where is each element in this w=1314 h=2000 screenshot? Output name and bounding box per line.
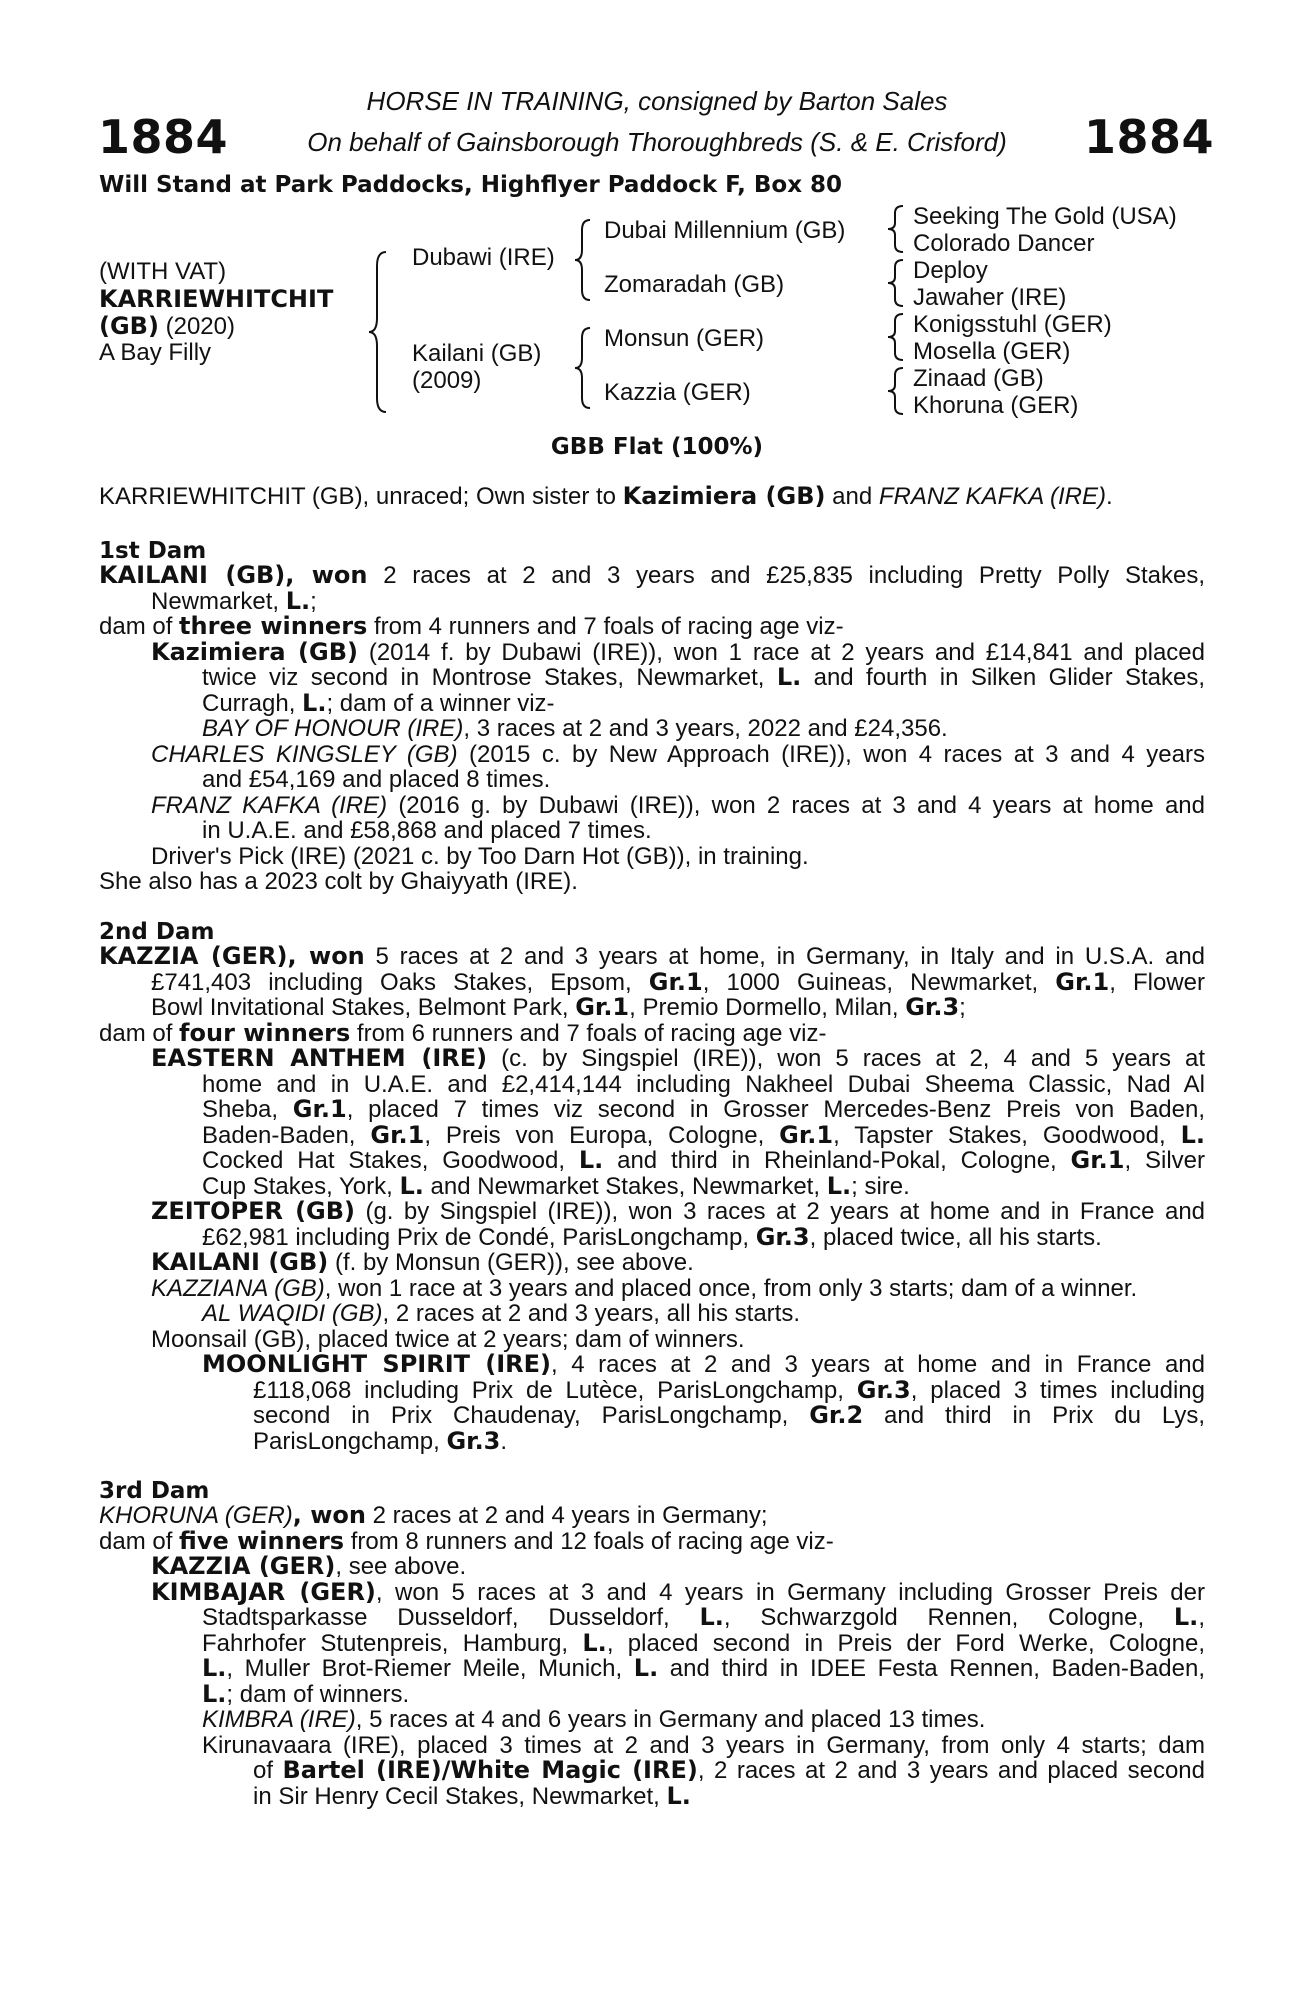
consignor-line: HORSE IN TRAINING, consigned by Barton Sales — [366, 86, 948, 116]
kimbajar-2: Stadtsparkasse Dusseldorf, Dusseldorf, L., Schwarzgold Rennen, Cologne, L., — [202, 1603, 1205, 1631]
moonsail-entry: Moonsail (GB), placed twice at 2 years; dam of winners. — [151, 1326, 745, 1353]
brace-dam — [572, 326, 594, 410]
stand-location: Will Stand at Park Paddocks, Highflyer Paddock F, Box 80 — [99, 172, 843, 198]
sire: Dubawi (IRE) — [412, 244, 555, 271]
gbb-rating: GBB Flat (100%) — [550, 434, 764, 460]
third-dam-record: KHORUNA (GER), won 2 races at 2 and 4 years in Germany; — [99, 1501, 768, 1529]
horse-country: (GB) — [99, 312, 159, 340]
franz-kafka-2: in U.A.E. and £58,868 and placed 7 times. — [202, 817, 652, 844]
g3-deploy: Deploy — [913, 257, 988, 284]
eastern-anthem-6: Cup Stakes, York, L. and Newmarket Stakes, Newmarket, L.; sire. — [202, 1172, 910, 1200]
sire-sire: Dubai Millennium (GB) — [604, 217, 846, 244]
kimbajar-3: Fahrhofer Stutenpreis, Hamburg, L., placed second in Preis der Ford Werke, Cologne, — [202, 1629, 1205, 1657]
g3-khoruna: Khoruna (GER) — [913, 392, 1079, 419]
second-dam-record-2: £741,403 including Oaks Stakes, Epsom, Gr.1, 1000 Guineas, Newmarket, Gr.1, Flower — [151, 968, 1205, 996]
g3-konigsstuhl: Konigsstuhl (GER) — [913, 311, 1112, 338]
kimbra-entry: KIMBRA (IRE), 5 races at 4 and 6 years in Germany and placed 13 times. — [202, 1706, 986, 1733]
drivers-pick: Driver's Pick (IRE) (2021 c. by Too Darn Hot (GB)), in training. — [151, 843, 809, 870]
lot-number-left: 1884 — [98, 110, 229, 164]
brace-generation-1 — [366, 250, 390, 414]
moonlight-spirit-4: ParisLongchamp, Gr.3. — [253, 1427, 508, 1455]
bay-of-honour: BAY OF HONOUR (IRE), 3 races at 2 and 3 years, 2022 and £24,356. — [202, 715, 948, 742]
kimbajar-1: KIMBAJAR (GER), won 5 races at 3 and 4 years in Germany including Grosser Preis der — [151, 1578, 1205, 1606]
third-dam-produce: dam of five winners from 8 runners and 12 foals of racing age viz- — [99, 1527, 834, 1555]
first-dam-heading: 1st Dam — [99, 538, 207, 564]
eastern-anthem-2: home and in U.A.E. and £2,414,144 including Nakheel Dubai Sheema Classic, Nad Al — [202, 1071, 1205, 1098]
lot-number-right: 1884 — [1084, 110, 1215, 164]
kazimiera-1: Kazimiera (GB) (2014 f. by Dubawi (IRE)), won 1 race at 2 years and £14,841 and placed — [151, 638, 1206, 666]
eastern-anthem-1: EASTERN ANTHEM (IRE) (c. by Singspiel (IRE)), won 5 races at 2, 4 and 5 years at — [151, 1044, 1205, 1072]
kailani-entry: KAILANI (GB) (f. by Monsun (GER)), see above. — [151, 1248, 694, 1276]
al-waqidi-entry: AL WAQIDI (GB), 2 races at 2 and 3 years, all his starts. — [202, 1300, 801, 1327]
first-dam-also: She also has a 2023 colt by Ghaiyyath (IRE). — [99, 868, 578, 895]
moonlight-spirit-1: MOONLIGHT SPIRIT (IRE), 4 races at 2 and 3 years at home and in France and — [202, 1350, 1205, 1378]
dam-sire: Monsun (GER) — [604, 325, 765, 352]
first-dam-record-2: Newmarket, L.; — [151, 587, 317, 615]
dam-dam: Kazzia (GER) — [604, 379, 751, 406]
zeitoper-2: £62,981 including Prix de Condé, ParisLongchamp, Gr.3, placed twice, all his starts. — [202, 1223, 1102, 1251]
kirunavaara-1: Kirunavaara (IRE), placed 3 times at 2 and 3 years in Germany, from only 4 starts; dam — [202, 1732, 1205, 1759]
zeitoper-1: ZEITOPER (GB) (g. by Singspiel (IRE)), won 3 races at 2 years at home and in France and — [151, 1197, 1206, 1225]
first-dam-record: KAILANI (GB), won 2 races at 2 and 3 years and £25,835 including Pretty Polly Stakes, — [99, 561, 1206, 589]
charles-kingsley-2: and £54,169 and placed 8 times. — [202, 766, 551, 793]
g3-zinaad: Zinaad (GB) — [913, 365, 1044, 392]
second-dam-heading: 2nd Dam — [99, 919, 215, 945]
horse-year: (2020) — [165, 313, 235, 340]
vat-note: (WITH VAT) — [99, 258, 227, 285]
kazzia-entry: KAZZIA (GER), see above. — [151, 1552, 467, 1580]
kazziana-entry: KAZZIANA (GB), won 1 race at 3 years and placed once, from only 3 starts; dam of a winner. — [151, 1275, 1138, 1302]
eastern-anthem-4: Baden-Baden, Gr.1, Preis von Europa, Cologne, Gr.1, Tapster Stakes, Goodwood, L. — [202, 1121, 1205, 1149]
second-dam-record-1: KAZZIA (GER), won 5 races at 2 and 3 years at home, in Germany, in Italy and in U.S.A. and — [99, 942, 1206, 970]
moonlight-spirit-2: £118,068 including Prix de Lutèce, ParisLongchamp, Gr.3, placed 3 times including — [253, 1376, 1205, 1404]
dam-year: (2009) — [412, 367, 482, 394]
second-dam-record-3: Bowl Invitational Stakes, Belmont Park, Gr.1, Premio Dormello, Milan, Gr.3; — [151, 993, 966, 1021]
third-dam-heading: 3rd Dam — [99, 1478, 210, 1504]
intro-line: KARRIEWHITCHIT (GB), unraced; Own sister to Kazimiera (GB) and FRANZ KAFKA (IRE). — [99, 482, 1113, 510]
sire-dam: Zomaradah (GB) — [604, 271, 785, 298]
dam: Kailani (GB) — [412, 340, 542, 367]
kazimiera-2: twice viz second in Montrose Stakes, Newmarket, L. and fourth in Silken Glider Stakes, — [202, 663, 1205, 691]
brace-sire — [572, 218, 594, 302]
horse-origin — [99, 312, 235, 341]
second-dam-produce: dam of four winners from 6 runners and 7 foals of racing age viz- — [99, 1019, 827, 1047]
kimbajar-4: L., Muller Brot-Riemer Meile, Munich, L. and third in IDEE Festa Rennen, Baden-Baden, — [202, 1654, 1205, 1682]
moonlight-spirit-3: second in Prix Chaudenay, ParisLongchamp, Gr.2 and third in Prix du Lys, — [253, 1401, 1206, 1429]
kirunavaara-3: in Sir Henry Cecil Stakes, Newmarket, L. — [253, 1782, 691, 1810]
vendor-line: On behalf of Gainsborough Thoroughbreds (S. & E. Crisford) — [307, 127, 1007, 157]
horse-name: KARRIEWHITCHIT — [99, 285, 334, 313]
kazimiera-3: Curragh, L.; dam of a winner viz- — [202, 689, 555, 717]
g3-seeking-the-gold: Seeking The Gold (USA) — [913, 203, 1177, 230]
franz-kafka-1: FRANZ KAFKA (IRE) (2016 g. by Dubawi (IRE)), won 2 races at 3 and 4 years at home and — [151, 792, 1205, 819]
charles-kingsley-1: CHARLES KINGSLEY (GB) (2015 c. by New Approach (IRE)), won 4 races at 3 and 4 years — [151, 741, 1205, 768]
g3-mosella: Mosella (GER) — [913, 338, 1071, 365]
horse-description: A Bay Filly — [99, 339, 212, 366]
kimbajar-5: L.; dam of winners. — [202, 1680, 410, 1708]
braces-generation-3 — [886, 204, 906, 420]
eastern-anthem-3: Sheba, Gr.1, placed 7 times viz second in Grosser Mercedes-Benz Preis von Baden, — [202, 1095, 1206, 1123]
g3-jawaher: Jawaher (IRE) — [913, 284, 1067, 311]
first-dam-produce: dam of three winners from 4 runners and 7 foals of racing age viz- — [99, 612, 844, 640]
eastern-anthem-5: Cocked Hat Stakes, Goodwood, L. and third in Rheinland-Pokal, Cologne, Gr.1, Silver — [202, 1146, 1205, 1174]
g3-colorado-dancer: Colorado Dancer — [913, 230, 1095, 257]
kirunavaara-2: of Bartel (IRE)/White Magic (IRE), 2 races at 2 and 3 years and placed second — [253, 1756, 1206, 1784]
